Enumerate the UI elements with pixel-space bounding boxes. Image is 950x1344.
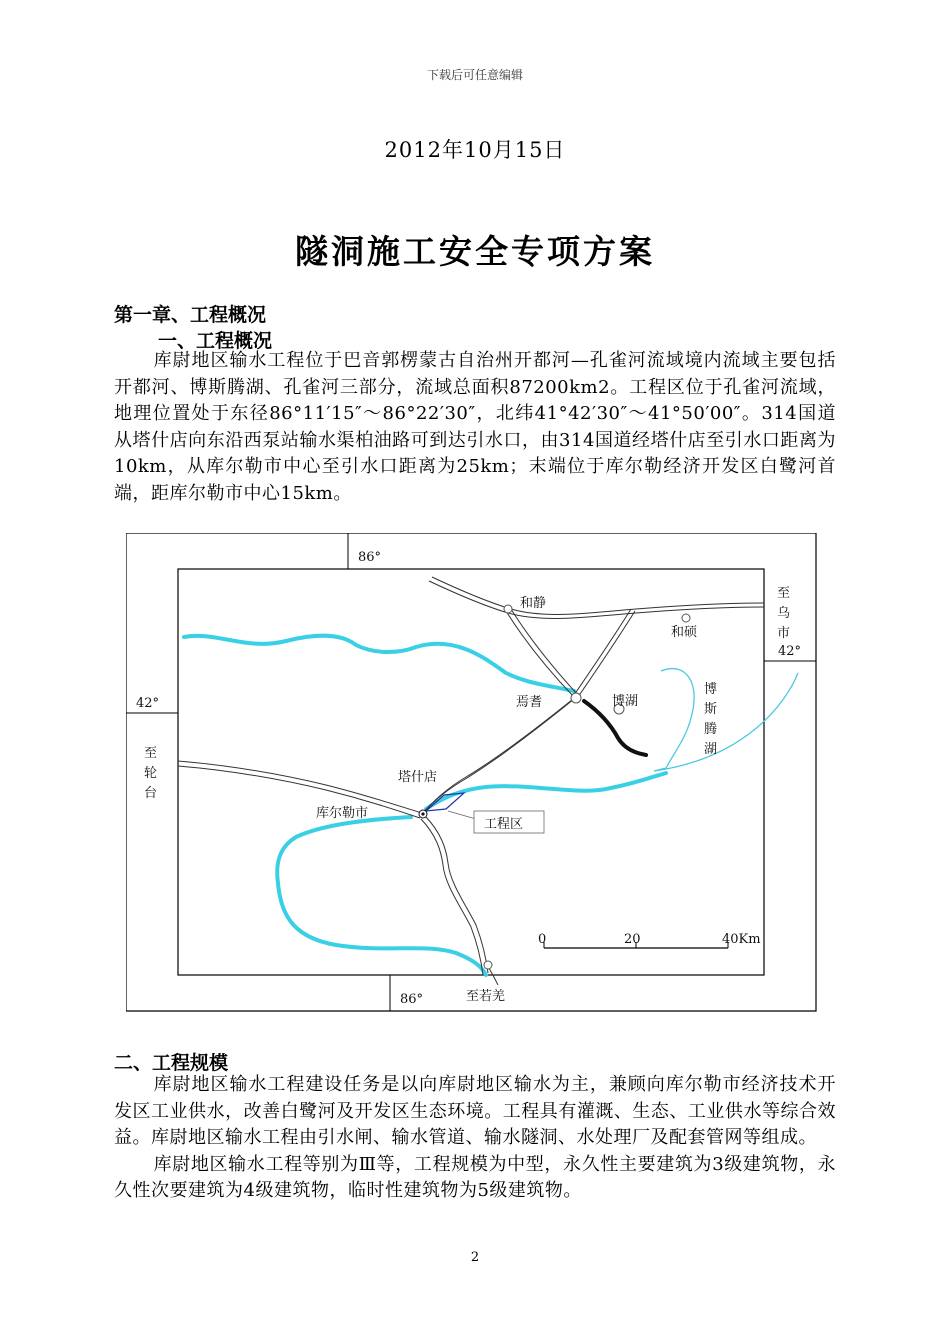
heshuo-label: 和硕 <box>671 625 698 640</box>
tashidian-label: 塔什店 <box>398 770 438 785</box>
bosten-label-4: 湖 <box>704 742 718 757</box>
to-ruoqiang-label: 至若羌 <box>466 989 506 1004</box>
kongque-river <box>426 773 666 809</box>
scale-text <box>114 1072 836 1205</box>
overview-paragraph: 库尉地区输水工程位于巴音郭楞蒙古自治州开都河—孔雀河流域境内流域主要包括开都河、博斯腾湖、孔雀河三部分，流域总面积87200km2。工程区位于孔雀河流域，地理位置处于东径86°11′15″～86°22′30″，北纬41°42′30″～41°50′00″。314国道从塔什店向东沿西泵站输水渠柏油路可到达引水口，由314国道经塔什店至引水口距离为10km，从库尔勒市中心至引水口距离为25km；末端位于库尔勒经济开发区白鹭河首端，距库尔勒市中心15km。 <box>114 350 836 504</box>
hejing-marker <box>504 605 512 613</box>
project-area-leader <box>448 811 476 819</box>
road-hejing-yanqi-b <box>511 609 578 695</box>
bohu-label: 博湖 <box>612 694 639 709</box>
chapter-heading: 第一章、工程概况 <box>114 304 267 326</box>
korla-label: 库尔勒市 <box>316 806 369 821</box>
scale-paragraph-2: 库尉地区输水工程等别为Ⅲ等，工程规模为中型，永久性主要建筑为3级建筑物，永久性次要建筑为4级建筑物，临时性建筑物为5级建筑物。 <box>114 1153 836 1201</box>
road-luntai-b <box>178 766 420 818</box>
lon-label-bottom: 86° <box>400 992 424 1007</box>
road-luntai-a <box>178 761 422 813</box>
hejing-label: 和静 <box>520 596 547 611</box>
bosten-label-1: 博 <box>704 682 718 697</box>
scale-label-40: 40Km <box>722 932 761 947</box>
yanqi-label: 焉耆 <box>516 695 543 710</box>
project-area-label: 工程区 <box>484 817 524 832</box>
road-bohu-north-a <box>574 609 631 695</box>
document-date: 2012年10月15日 <box>384 138 566 162</box>
ruoqiang-marker <box>484 961 492 969</box>
to-luntai-label-3: 台 <box>144 786 158 801</box>
bosten-label-3: 腾 <box>704 722 718 737</box>
scale-label-0: 0 <box>538 932 547 947</box>
korla-river <box>277 817 486 975</box>
to-urumqi-label-1: 至 <box>777 586 791 601</box>
road-bohu-north-b <box>578 611 635 697</box>
section-heading-scale: 二、工程规模 <box>114 1052 229 1074</box>
scale-label-20: 20 <box>624 932 641 947</box>
lon-label-top: 86° <box>358 550 382 565</box>
bosten-lake-outline <box>654 669 798 771</box>
lat-label-left: 42° <box>136 696 160 711</box>
section-heading-overview: 一、工程概况 <box>158 330 273 352</box>
scale-paragraph-1: 库尉地区输水工程建设任务是以向库尉地区输水为主，兼顾向库尔勒市经济技术开发区工业供水，改善白鹭河及开发区生态环境。工程具有灌溉、生态、工业供水等综合效益。库尉地区输水工程由引水闸、输水管道、输水隧洞、水处理厂及配套管网等组成。 <box>114 1074 836 1148</box>
heshuo-marker <box>682 614 690 622</box>
korla-marker-dot <box>421 812 424 815</box>
document-title: 隧洞施工安全专项方案 <box>295 232 655 271</box>
overview-text <box>114 348 836 507</box>
project-area-marker <box>426 793 464 811</box>
to-urumqi-label-3: 市 <box>777 626 791 641</box>
bosten-label-2: 斯 <box>704 702 718 717</box>
to-luntai-label-1: 至 <box>144 746 158 761</box>
to-urumqi-label-2: 乌 <box>777 606 791 621</box>
yanqi-marker <box>571 693 581 703</box>
lat-label-right: 42° <box>778 644 802 659</box>
page-number: 2 <box>470 1250 480 1265</box>
road-hejing-east-a <box>432 577 764 614</box>
to-luntai-label-2: 轮 <box>144 766 158 781</box>
location-map <box>126 533 818 1013</box>
header-note: 下载后可任意编辑 <box>426 68 523 82</box>
kaidu-river <box>184 636 574 691</box>
